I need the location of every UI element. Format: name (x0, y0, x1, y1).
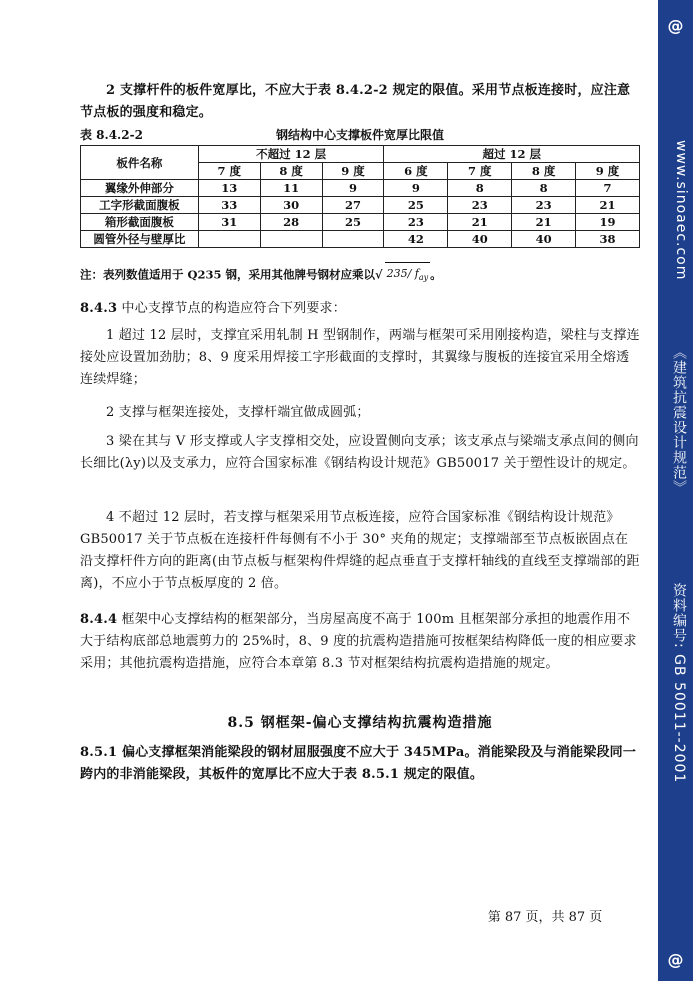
degree-header: 8 度 (512, 163, 576, 180)
table-row (81, 214, 640, 231)
cell: 21 (576, 197, 640, 214)
col-header-name: 板件名称 (81, 146, 199, 180)
cell: 25 (322, 214, 384, 231)
clause-text: 中心支撑节点的构造应符合下列要求： (121, 301, 346, 316)
cell: 8 (512, 180, 576, 197)
row-name: 翼缘外伸部分 (81, 180, 199, 197)
item-2: 2 支撑与框架连接处，支撑杆端宜做成圆弧； (106, 405, 370, 420)
cell: 9 (322, 180, 384, 197)
group-header-le12: 不超过 12 层 (198, 146, 384, 163)
cell: 38 (576, 231, 640, 248)
width-thickness-table (80, 145, 640, 248)
cell: 31 (198, 214, 260, 231)
formula-subscript: ay (418, 273, 429, 283)
table-caption (80, 126, 640, 144)
cell: 42 (384, 231, 448, 248)
cell: 30 (260, 197, 322, 214)
item-1: 1 超过 12 层时，支撑宜采用轧制 H 型钢制作，两端与框架可采用刚接构造，梁柱与支撑连接处应设置加劲肋；8、9 度采用焊接工字形截面的支撑时，其翼缘与腹板的连接宜采用全熔透连续焊缝； (80, 328, 640, 387)
document-code: 资料编号: GB 50011--2001 (671, 583, 687, 784)
table-row (81, 197, 640, 214)
degree-header: 7 度 (448, 163, 512, 180)
clause-number: 8.5.1 (80, 745, 118, 760)
degree-header: 9 度 (322, 163, 384, 180)
clause-number: 8.4.3 (80, 301, 118, 316)
note-end: 。 (430, 267, 442, 282)
degree-header: 7 度 (198, 163, 260, 180)
clause-8-4-4 (80, 609, 640, 675)
cell (260, 231, 322, 248)
cell: 25 (384, 197, 448, 214)
table-row (81, 180, 640, 197)
sidebar-banner (658, 0, 693, 981)
row-name: 箱形截面腹板 (81, 214, 199, 231)
degree-header: 9 度 (576, 163, 640, 180)
group-header-gt12: 超过 12 层 (384, 146, 640, 163)
book-title: 《建筑抗震设计规范》 (671, 345, 687, 495)
cell: 21 (448, 214, 512, 231)
cell: 23 (512, 197, 576, 214)
at-symbol-top: @ (667, 16, 684, 35)
cell: 13 (198, 180, 260, 197)
clause-8-4-3 (80, 298, 640, 320)
site-url: www.sinoaec.com (673, 140, 689, 281)
cell (198, 231, 260, 248)
cell: 27 (322, 197, 384, 214)
cell: 23 (448, 197, 512, 214)
page-footer: 第 87 页，共 87 页 (487, 910, 603, 925)
clause-text: 偏心支撑框架消能梁段的钢材屈服强度不应大于 345MPa。消能梁段及与消能梁段同一跨内的非消能梁段，其板件的宽厚比不应大于表 8.5.1 规定的限值。 (80, 745, 637, 782)
cell: 21 (512, 214, 576, 231)
cell: 40 (512, 231, 576, 248)
para-bracing-width-thickness: 2 支撑杆件的板件宽厚比，不应大于表 8.4.2-2 规定的限值。采用节点板连接时，应注意节点板的强度和稳定。 (80, 83, 631, 120)
table-number: 表 8.4.2-2 (80, 128, 143, 142)
row-name: 圆管外径与壁厚比 (81, 231, 199, 248)
item-3: 3 梁在其与 V 形支撑或人字支撑相交处，应设置侧向支承；该支承点与梁端支承点间的侧向长细比(λy)以及支承力，应符合国家标准《钢结构设计规范》GB50017 关于塑性设计的规定。 (80, 434, 639, 471)
cell: 11 (260, 180, 322, 197)
cell: 23 (384, 214, 448, 231)
degree-header: 6 度 (384, 163, 448, 180)
table-note (80, 262, 640, 289)
cell (322, 231, 384, 248)
row-name: 工字形截面腹板 (81, 197, 199, 214)
item-4: 4 不超过 12 层时，若支撑与框架采用节点板连接，应符合国家标准《钢结构设计规范》GB50017 关于节点板在连接杆件每侧有不小于 30° 夹角的规定；支撑端部至节点板嵌固点在沿支撑杆件方向的距离(由节点板与框架构件焊缝的起点垂直于支撑杆轴线的直线至支撑端部的距离)，不应小于节点板厚度的 2 倍。 (80, 510, 640, 591)
note-text: 注：表列数值适用于 Q235 钢，采用其他牌号钢材应乘以 (80, 267, 376, 282)
degree-header: 8 度 (260, 163, 322, 180)
at-symbol-bottom: @ (667, 950, 684, 969)
cell: 7 (576, 180, 640, 197)
cell: 19 (576, 214, 640, 231)
table-row (81, 231, 640, 248)
sqrt-sign: √ (375, 267, 383, 282)
cell: 33 (198, 197, 260, 214)
clause-text: 框架中心支撑结构的框架部分，当房屋高度不高于 100m 且框架部分承担的地震作用不大于结构底部总地震剪力的 25%时，8、9 度的抗震构造措施可按框架结构降低一度的相应要求采用；其他抗震构造措施，应符合本章第 8.3 节对框架结构抗震构造措施的规定。 (80, 612, 637, 671)
clause-8-5-1 (80, 742, 640, 786)
section-heading: 8.5 钢框架-偏心支撑结构抗震构造措施 (227, 715, 493, 731)
clause-number: 8.4.4 (80, 612, 118, 627)
cell: 40 (448, 231, 512, 248)
cell: 8 (448, 180, 512, 197)
cell: 9 (384, 180, 448, 197)
sqrt-formula: 235/ $f_{ay}$ (385, 262, 431, 289)
table-title: 钢结构中心支撑板件宽厚比限值 (275, 128, 444, 142)
cell: 28 (260, 214, 322, 231)
